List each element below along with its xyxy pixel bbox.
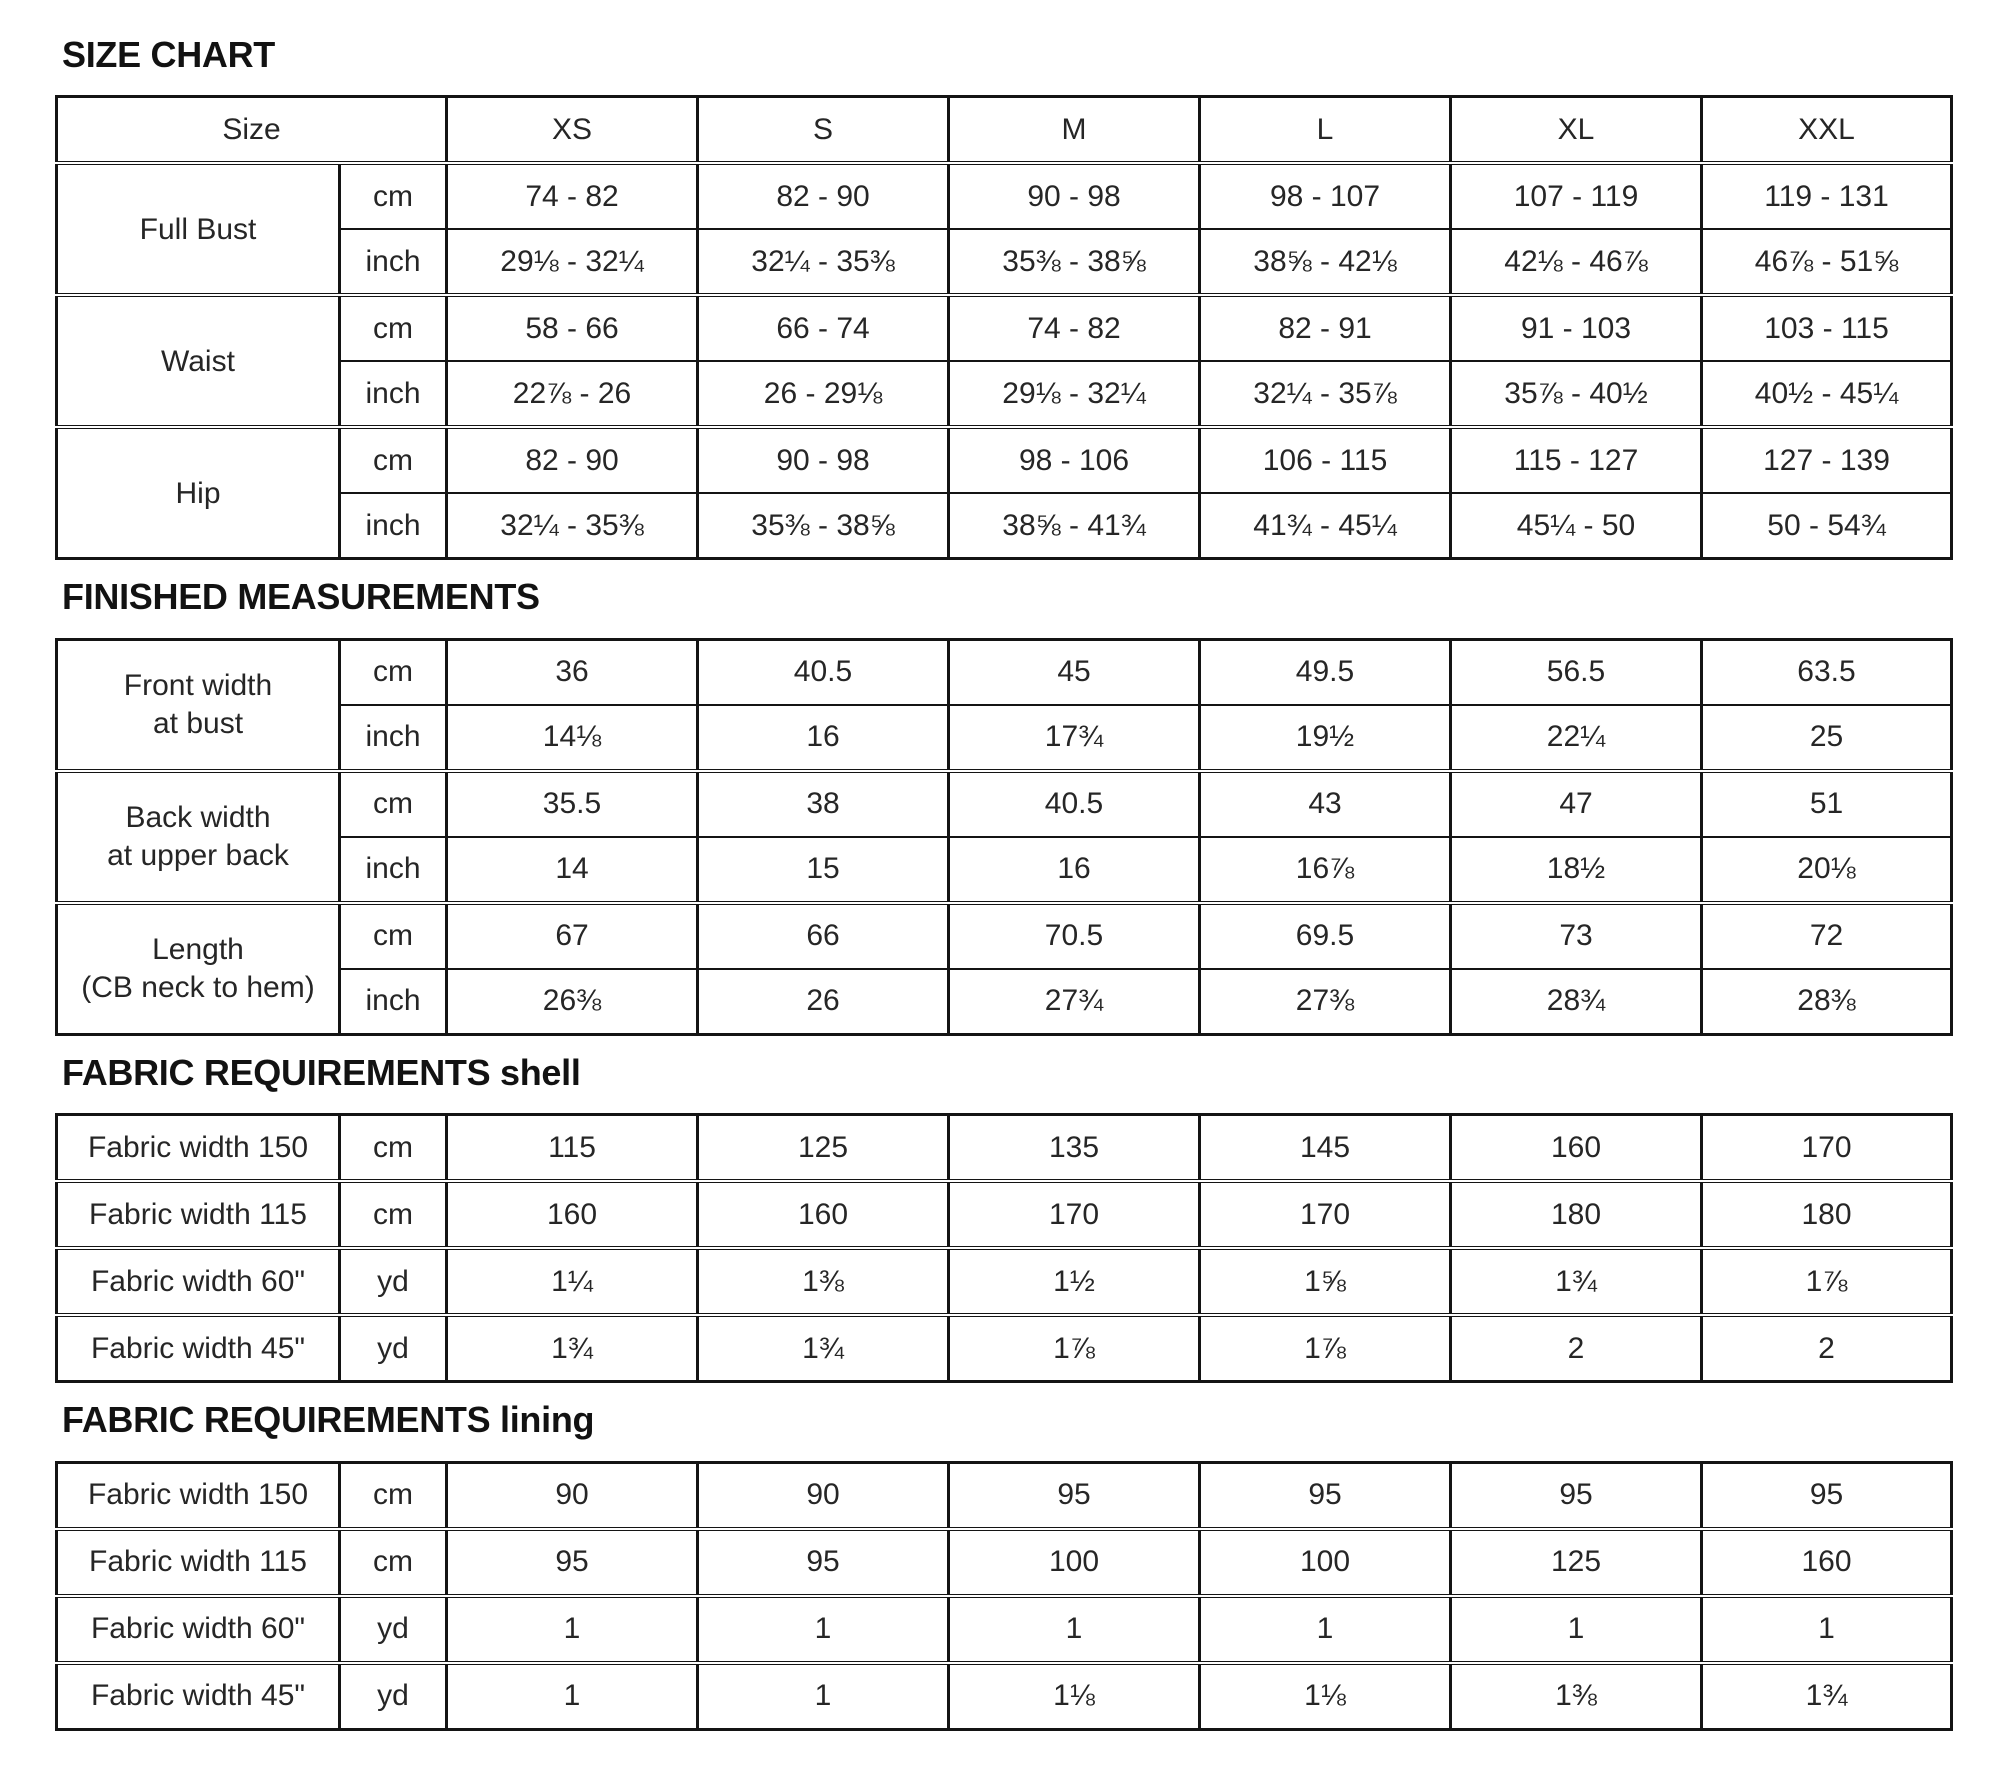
value-cell: 74 - 82 (949, 295, 1200, 361)
table-row (57, 163, 1952, 229)
section-title-size-chart: SIZE CHART (62, 34, 276, 75)
value-cell: 135 (949, 1115, 1200, 1182)
table-row (57, 969, 1952, 1035)
value-cell: 98 - 107 (1200, 163, 1451, 229)
value-cell: 1⅞ (1200, 1315, 1451, 1382)
value-cell: 1 (447, 1596, 698, 1663)
value-cell: 95 (1451, 1462, 1702, 1529)
value-cell: 95 (1702, 1462, 1952, 1529)
value-cell: 50 - 54¾ (1702, 493, 1952, 559)
row-label-cell: Fabric width 45" (57, 1315, 340, 1382)
value-cell: 119 - 131 (1702, 163, 1952, 229)
table-row (57, 1181, 1952, 1248)
size-column-header: M (949, 97, 1200, 164)
value-cell: 18½ (1451, 837, 1702, 903)
table-row (57, 771, 1952, 837)
value-cell: 91 - 103 (1451, 295, 1702, 361)
table-row (57, 837, 1952, 903)
value-cell: 1¾ (1702, 1663, 1952, 1730)
value-cell: 26 - 29⅛ (698, 361, 949, 427)
value-cell: 49.5 (1200, 639, 1451, 705)
value-cell: 95 (949, 1462, 1200, 1529)
value-cell: 95 (1200, 1462, 1451, 1529)
value-cell: 28⅜ (1702, 969, 1952, 1035)
value-cell: 1⅜ (1451, 1663, 1702, 1730)
row-label-line: Back width (125, 801, 271, 835)
value-cell: 32¼ - 35⅜ (447, 493, 698, 559)
row-label-line: at bust (152, 706, 244, 740)
value-cell: 27¾ (949, 969, 1200, 1035)
row-label-cell: Fabric width 115 (57, 1529, 340, 1596)
table-row (57, 1115, 1952, 1182)
value-cell: 35.5 (447, 771, 698, 837)
value-cell: 73 (1451, 903, 1702, 969)
value-cell: 1¾ (447, 1315, 698, 1382)
value-cell: 1 (1702, 1596, 1952, 1663)
unit-cell: inch (340, 837, 447, 903)
value-cell: 43 (1200, 771, 1451, 837)
value-cell: 1½ (949, 1248, 1200, 1315)
value-cell: 1⅞ (949, 1315, 1200, 1382)
value-cell: 19½ (1200, 705, 1451, 771)
unit-cell: yd (340, 1596, 447, 1663)
row-label-cell (57, 427, 340, 559)
table-row (57, 903, 1952, 969)
unit-cell: cm (340, 163, 447, 229)
row-label-cell (57, 639, 340, 771)
value-cell: 26 (698, 969, 949, 1035)
finished-measurements-section (55, 576, 1950, 1035)
table-row (57, 1315, 1952, 1382)
value-cell: 1 (698, 1596, 949, 1663)
fabric-requirements-shell-section (55, 1052, 1950, 1383)
value-cell: 1¾ (1451, 1248, 1702, 1315)
table-row (57, 295, 1952, 361)
size-column-header: L (1200, 97, 1451, 164)
value-cell: 95 (447, 1529, 698, 1596)
value-cell: 35⅞ - 40½ (1451, 361, 1702, 427)
value-cell: 1⅝ (1200, 1248, 1451, 1315)
value-cell: 1⅞ (1702, 1248, 1952, 1315)
value-cell: 25 (1702, 705, 1952, 771)
unit-cell: cm (340, 427, 447, 493)
row-label-line: Full Bust (139, 212, 257, 246)
row-label-cell: Fabric width 45" (57, 1663, 340, 1730)
value-cell: 22¼ (1451, 705, 1702, 771)
fabric-requirements-lining-section (55, 1399, 1950, 1730)
value-cell: 1 (447, 1663, 698, 1730)
value-cell: 107 - 119 (1451, 163, 1702, 229)
table-row (57, 1462, 1952, 1529)
value-cell: 32¼ - 35⅜ (698, 229, 949, 295)
value-cell: 82 - 90 (447, 427, 698, 493)
value-cell: 1 (698, 1663, 949, 1730)
row-label-cell: Fabric width 150 (57, 1115, 340, 1182)
unit-cell: cm (340, 1115, 447, 1182)
value-cell: 170 (949, 1181, 1200, 1248)
value-cell: 1 (949, 1596, 1200, 1663)
size-chart-table (55, 95, 1953, 560)
value-cell: 40.5 (949, 771, 1200, 837)
value-cell: 170 (1200, 1181, 1451, 1248)
value-cell: 58 - 66 (447, 295, 698, 361)
value-cell: 51 (1702, 771, 1952, 837)
value-cell: 28¾ (1451, 969, 1702, 1035)
value-cell: 17¾ (949, 705, 1200, 771)
unit-cell: cm (340, 1181, 447, 1248)
table-row (57, 361, 1952, 427)
value-cell: 170 (1702, 1115, 1952, 1182)
unit-cell: inch (340, 361, 447, 427)
value-cell: 22⅞ - 26 (447, 361, 698, 427)
value-cell: 14⅛ (447, 705, 698, 771)
value-cell: 47 (1451, 771, 1702, 837)
value-cell: 16⅞ (1200, 837, 1451, 903)
value-cell: 16 (698, 705, 949, 771)
table-row (57, 229, 1952, 295)
value-cell: 40.5 (698, 639, 949, 705)
value-cell: 27⅜ (1200, 969, 1451, 1035)
value-cell: 70.5 (949, 903, 1200, 969)
value-cell: 106 - 115 (1200, 427, 1451, 493)
size-header-row (57, 97, 1952, 164)
table-row (57, 493, 1952, 559)
value-cell: 26⅜ (447, 969, 698, 1035)
row-label-cell: Fabric width 150 (57, 1462, 340, 1529)
unit-cell: yd (340, 1248, 447, 1315)
value-cell: 45¼ - 50 (1451, 493, 1702, 559)
value-cell: 1⅛ (1200, 1663, 1451, 1730)
value-cell: 41¾ - 45¼ (1200, 493, 1451, 559)
value-cell: 145 (1200, 1115, 1451, 1182)
value-cell: 67 (447, 903, 698, 969)
table-row (57, 705, 1952, 771)
value-cell: 1 (1200, 1596, 1451, 1663)
value-cell: 125 (698, 1115, 949, 1182)
row-label-cell: Fabric width 60" (57, 1248, 340, 1315)
unit-cell: cm (340, 1462, 447, 1529)
size-column-header: XL (1451, 97, 1702, 164)
value-cell: 42⅛ - 46⅞ (1451, 229, 1702, 295)
value-cell: 74 - 82 (447, 163, 698, 229)
value-cell: 35⅜ - 38⅝ (949, 229, 1200, 295)
table-row (57, 427, 1952, 493)
value-cell: 35⅜ - 38⅝ (698, 493, 949, 559)
value-cell: 16 (949, 837, 1200, 903)
table-row (57, 1596, 1952, 1663)
unit-cell: cm (340, 1529, 447, 1596)
value-cell: 160 (1451, 1115, 1702, 1182)
value-cell: 90 (698, 1462, 949, 1529)
value-cell: 29⅛ - 32¼ (447, 229, 698, 295)
unit-cell: cm (340, 639, 447, 705)
unit-cell: yd (340, 1315, 447, 1382)
value-cell: 29⅛ - 32¼ (949, 361, 1200, 427)
section-title-fabric-requirements-lining: FABRIC REQUIREMENTS lining (62, 1399, 595, 1441)
value-cell: 115 - 127 (1451, 427, 1702, 493)
value-cell: 103 - 115 (1702, 295, 1952, 361)
fabric-requirements-shell-table (55, 1113, 1953, 1383)
value-cell: 160 (1702, 1529, 1952, 1596)
value-cell: 40½ - 45¼ (1702, 361, 1952, 427)
section-title-finished-measurements: FINISHED MEASUREMENTS (62, 576, 540, 618)
size-chart-section (55, 34, 1950, 560)
row-label-cell (57, 163, 340, 295)
unit-cell: yd (340, 1663, 447, 1730)
row-label-line: at upper back (107, 838, 289, 872)
value-cell: 38⅝ - 41¾ (949, 493, 1200, 559)
value-cell: 90 - 98 (949, 163, 1200, 229)
value-cell: 1 (1451, 1596, 1702, 1663)
value-cell: 66 (698, 903, 949, 969)
value-cell: 127 - 139 (1702, 427, 1952, 493)
value-cell: 2 (1702, 1315, 1952, 1382)
value-cell: 69.5 (1200, 903, 1451, 969)
value-cell: 38⅝ - 42⅛ (1200, 229, 1451, 295)
row-label-line: (CB neck to hem) (81, 970, 315, 1004)
row-label-line: Waist (161, 344, 235, 378)
value-cell: 14 (447, 837, 698, 903)
value-cell: 160 (447, 1181, 698, 1248)
value-cell: 32¼ - 35⅞ (1200, 361, 1451, 427)
value-cell: 2 (1451, 1315, 1702, 1382)
unit-cell: inch (340, 493, 447, 559)
value-cell: 180 (1451, 1181, 1702, 1248)
value-cell: 98 - 106 (949, 427, 1200, 493)
unit-cell: cm (340, 771, 447, 837)
row-label-cell (57, 771, 340, 903)
value-cell: 90 (447, 1462, 698, 1529)
unit-cell: inch (340, 229, 447, 295)
table-row (57, 1529, 1952, 1596)
value-cell: 15 (698, 837, 949, 903)
table-row (57, 1663, 1952, 1730)
value-cell: 20⅛ (1702, 837, 1952, 903)
value-cell: 45 (949, 639, 1200, 705)
row-label-line: Hip (175, 476, 221, 510)
value-cell: 100 (1200, 1529, 1451, 1596)
value-cell: 125 (1451, 1529, 1702, 1596)
unit-cell: cm (340, 903, 447, 969)
value-cell: 1¾ (698, 1315, 949, 1382)
finished-measurements-table (55, 638, 1953, 1036)
row-label-cell (57, 295, 340, 427)
unit-cell: cm (340, 295, 447, 361)
size-column-header: S (698, 97, 949, 164)
value-cell: 1⅛ (949, 1663, 1200, 1730)
value-cell: 36 (447, 639, 698, 705)
sections-container (55, 34, 1950, 1731)
row-label-line: Front width (123, 669, 273, 703)
value-cell: 66 - 74 (698, 295, 949, 361)
size-column-header: XS (447, 97, 698, 164)
value-cell: 115 (447, 1115, 698, 1182)
size-header-cell: Size (57, 97, 447, 164)
value-cell: 46⅞ - 51⅝ (1702, 229, 1952, 295)
value-cell: 63.5 (1702, 639, 1952, 705)
value-cell: 180 (1702, 1181, 1952, 1248)
unit-cell: inch (340, 969, 447, 1035)
value-cell: 38 (698, 771, 949, 837)
value-cell: 1⅜ (698, 1248, 949, 1315)
value-cell: 90 - 98 (698, 427, 949, 493)
row-label-cell: Fabric width 60" (57, 1596, 340, 1663)
value-cell: 160 (698, 1181, 949, 1248)
section-title-fabric-requirements-shell: FABRIC REQUIREMENTS shell (62, 1051, 581, 1093)
value-cell: 82 - 91 (1200, 295, 1451, 361)
row-label-cell (57, 903, 340, 1035)
row-label-line: Length (152, 933, 244, 967)
size-column-header: XXL (1702, 97, 1952, 164)
table-row (57, 639, 1952, 705)
value-cell: 82 - 90 (698, 163, 949, 229)
unit-cell: inch (340, 705, 447, 771)
row-label-cell: Fabric width 115 (57, 1181, 340, 1248)
value-cell: 56.5 (1451, 639, 1702, 705)
table-row (57, 1248, 1952, 1315)
value-cell: 1¼ (447, 1248, 698, 1315)
fabric-requirements-lining-table (55, 1461, 1953, 1731)
value-cell: 72 (1702, 903, 1952, 969)
value-cell: 95 (698, 1529, 949, 1596)
value-cell: 100 (949, 1529, 1200, 1596)
